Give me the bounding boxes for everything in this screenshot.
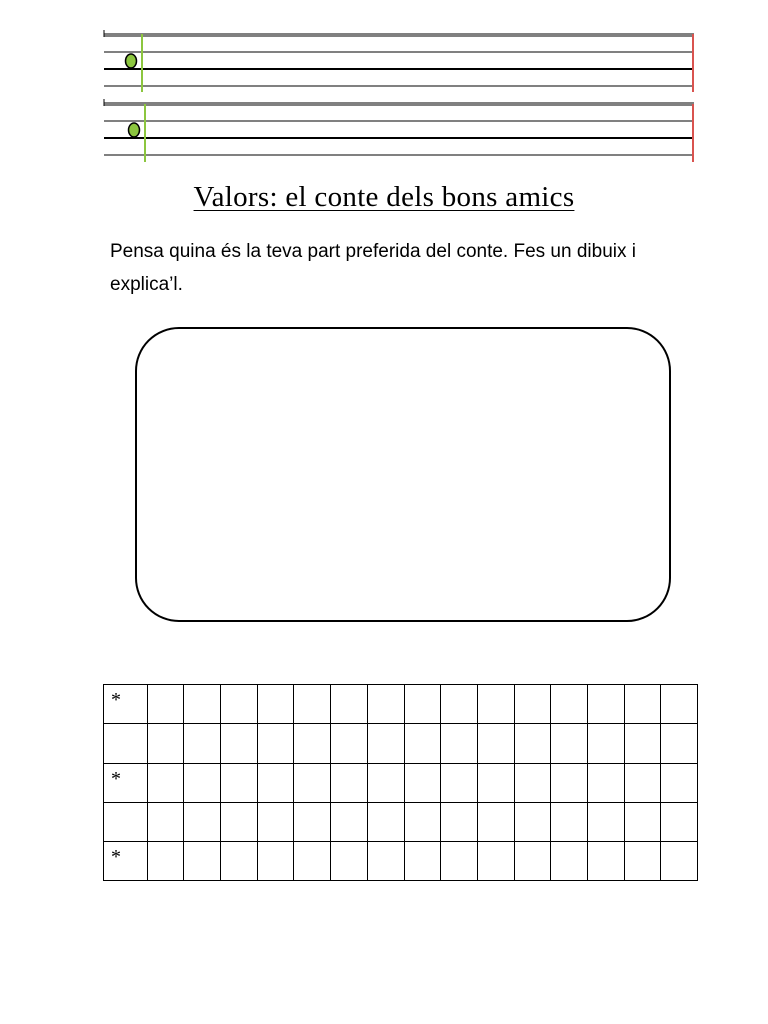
grid-cell[interactable]	[624, 842, 661, 881]
grid-cell[interactable]	[147, 802, 184, 841]
grid-cell[interactable]	[221, 842, 258, 881]
grid-cell[interactable]	[294, 802, 331, 841]
handwriting-block-2	[104, 99, 694, 155]
grid-cell[interactable]	[551, 685, 588, 724]
grid-cell[interactable]	[661, 763, 698, 802]
grid-row	[104, 685, 698, 724]
grid-cell[interactable]	[147, 724, 184, 763]
grid-row-marker[interactable]: *	[104, 763, 148, 802]
grid-cell[interactable]	[477, 842, 514, 881]
grid-row	[104, 763, 698, 802]
grid-row-marker[interactable]: *	[104, 685, 148, 724]
grid-cell[interactable]	[331, 842, 368, 881]
grid-cell[interactable]	[551, 724, 588, 763]
grid-cell[interactable]	[184, 724, 221, 763]
grid-cell[interactable]	[367, 842, 404, 881]
grid-cell[interactable]	[587, 802, 624, 841]
grid-cell[interactable]	[441, 802, 478, 841]
grid-cell[interactable]	[221, 724, 258, 763]
grid-cell[interactable]	[404, 763, 441, 802]
grid-cell[interactable]	[551, 842, 588, 881]
grid-row	[104, 802, 698, 841]
writing-grid	[103, 684, 698, 881]
drawing-box[interactable]	[135, 327, 671, 622]
grid-cell[interactable]	[367, 724, 404, 763]
grid-cell[interactable]	[404, 685, 441, 724]
grid-cell[interactable]	[257, 724, 294, 763]
grid-cell[interactable]	[477, 724, 514, 763]
grid-cell[interactable]	[367, 763, 404, 802]
grid-cell[interactable]	[257, 685, 294, 724]
grid-cell[interactable]	[257, 802, 294, 841]
grid-cell[interactable]	[257, 842, 294, 881]
grid-cell[interactable]	[221, 763, 258, 802]
grid-cell[interactable]	[661, 802, 698, 841]
grid-row-marker[interactable]: *	[104, 842, 148, 881]
grid-row	[104, 724, 698, 763]
grid-cell[interactable]	[331, 802, 368, 841]
grid-cell[interactable]	[257, 763, 294, 802]
grid-cell[interactable]	[184, 802, 221, 841]
grid-cell[interactable]	[661, 842, 698, 881]
grid-cell[interactable]	[294, 685, 331, 724]
grid-cell[interactable]	[184, 842, 221, 881]
handwriting-block-1	[104, 30, 694, 86]
grid-cell[interactable]	[587, 685, 624, 724]
grid-cell[interactable]	[331, 724, 368, 763]
grid-cell[interactable]	[367, 685, 404, 724]
grid-cell[interactable]	[624, 724, 661, 763]
grid-cell[interactable]	[331, 763, 368, 802]
grid-cell[interactable]	[221, 802, 258, 841]
grid-cell[interactable]	[294, 842, 331, 881]
grid-cell[interactable]	[661, 724, 698, 763]
grid-cell[interactable]	[441, 842, 478, 881]
page-title: Valors: el conte dels bons amics	[193, 181, 575, 213]
grid-cell[interactable]	[331, 685, 368, 724]
grid-cell[interactable]	[147, 842, 184, 881]
grid-cell[interactable]	[514, 802, 551, 841]
instructions-text: Pensa quina és la teva part preferida del conte. Fes un dibuix i explica’l.	[110, 241, 636, 295]
grid-cell[interactable]	[404, 842, 441, 881]
grid-cell[interactable]	[661, 685, 698, 724]
grid-cell[interactable]	[147, 685, 184, 724]
grid-cell[interactable]	[367, 802, 404, 841]
grid-cell[interactable]	[514, 842, 551, 881]
grid-cell[interactable]	[624, 685, 661, 724]
grid-cell[interactable]	[514, 724, 551, 763]
grid-row-marker[interactable]	[104, 802, 148, 841]
grid-cell[interactable]	[587, 763, 624, 802]
grid-cell[interactable]	[184, 763, 221, 802]
grid-cell[interactable]	[587, 724, 624, 763]
grid-row	[104, 842, 698, 881]
grid-cell[interactable]	[147, 763, 184, 802]
start-dot-icon	[126, 54, 137, 68]
grid-cell[interactable]	[624, 763, 661, 802]
grid-cell[interactable]	[221, 685, 258, 724]
grid-cell[interactable]	[551, 763, 588, 802]
grid-cell[interactable]	[477, 802, 514, 841]
grid-cell[interactable]	[404, 724, 441, 763]
grid-cell[interactable]	[184, 685, 221, 724]
grid-cell[interactable]	[624, 802, 661, 841]
grid-cell[interactable]	[294, 763, 331, 802]
grid-cell[interactable]	[477, 685, 514, 724]
grid-cell[interactable]	[587, 842, 624, 881]
grid-cell[interactable]	[477, 763, 514, 802]
grid-cell[interactable]	[441, 724, 478, 763]
grid-row-marker[interactable]	[104, 724, 148, 763]
grid-cell[interactable]	[441, 763, 478, 802]
grid-cell[interactable]	[514, 763, 551, 802]
grid-cell[interactable]	[514, 685, 551, 724]
grid-cell[interactable]	[294, 724, 331, 763]
start-dot-icon	[129, 123, 140, 137]
grid-cell[interactable]	[441, 685, 478, 724]
grid-cell[interactable]	[404, 802, 441, 841]
grid-cell[interactable]	[551, 802, 588, 841]
handwriting-lines	[0, 0, 768, 170]
